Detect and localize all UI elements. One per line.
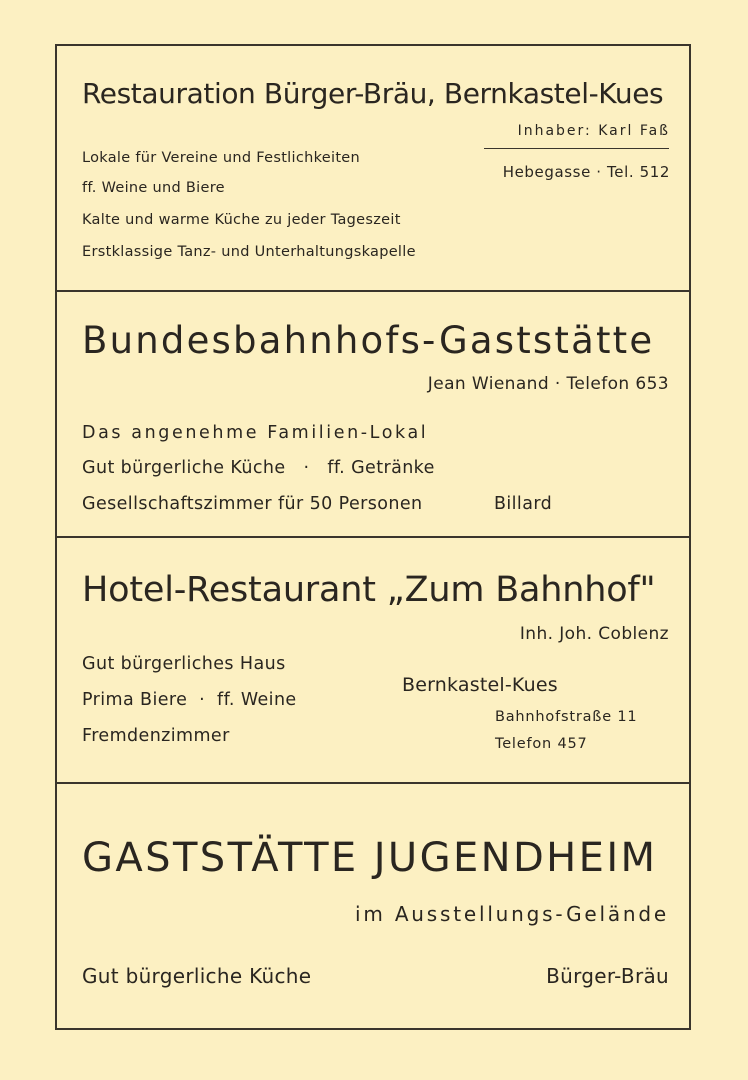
ad3-owner: Inh. Joh. Coblenz (519, 624, 669, 644)
ad2-line: Gesellschaftszimmer für 50 Personen (82, 494, 423, 514)
ad3-street: Bahnhofstraße 11 (495, 709, 638, 725)
ad1-line: Lokale für Vereine und Festlichkeiten (82, 150, 361, 166)
ad4-title: GASTSTÄTTE JUGENDHEIM (82, 835, 658, 881)
ad1-owner-rule (484, 148, 669, 149)
ad1-owner: Inhaber: Karl Faß (517, 123, 670, 139)
ad2-owner: Jean Wienand · Telefon 653 (427, 374, 669, 394)
section-divider (57, 290, 691, 292)
ad3-line: Gut bürgerliches Haus (82, 654, 286, 674)
ad1-line: ff. Weine und Biere (82, 180, 225, 196)
ad4-left-text: Gut bürgerliche Küche (82, 964, 312, 988)
section-divider (57, 782, 691, 784)
ad3-phone: Telefon 457 (495, 736, 588, 752)
ad3-title: Hotel-Restaurant „Zum Bahnhof" (82, 570, 656, 610)
section-divider (57, 536, 691, 538)
ad2-line: Das angenehme Familien-Lokal (82, 423, 429, 443)
ad2-extra: Billard (494, 494, 553, 514)
ad2-line: Gut bürgerliche Küche · ff. Getränke (82, 458, 435, 478)
ad4-right-text: Bürger-Bräu (546, 964, 669, 988)
ad1-line: Kalte und warme Küche zu jeder Tageszeit (82, 212, 401, 228)
ad1-address: Hebegasse · Tel. 512 (502, 163, 670, 181)
ad2-title: Bundesbahnhofs-Gaststätte (82, 319, 655, 362)
ad3-city: Bernkastel-Kues (402, 674, 558, 696)
ad4-subtitle: im Ausstellungs-Gelände (355, 902, 669, 926)
ad3-line: Fremdenzimmer (82, 726, 230, 746)
ad1-line: Erstklassige Tanz- und Unterhaltungskapelle (82, 244, 416, 260)
ad3-line: Prima Biere · ff. Weine (82, 690, 297, 710)
ad1-title: Restauration Bürger-Bräu, Bernkastel-Kues (82, 77, 664, 110)
